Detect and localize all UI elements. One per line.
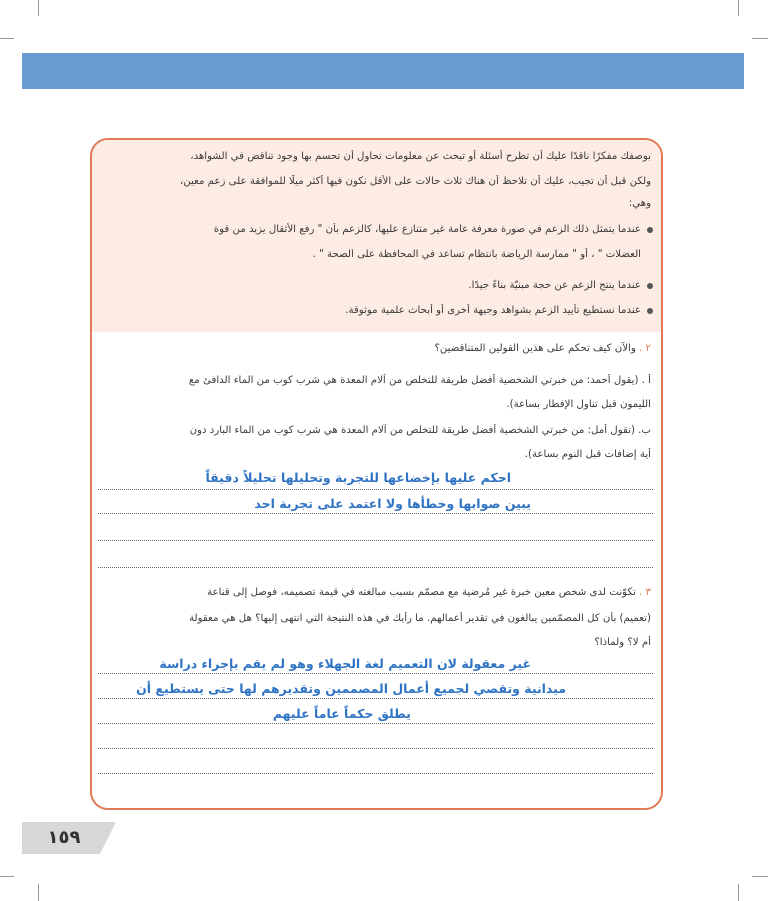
q2-statement-b-line-1: ب. (تقول أمل: من خبرتي الشخصية أفضل طريقة للتخلص من آلام المعدة هي شرب كوب من الماء البارد دون [189, 425, 651, 436]
crop-mark-bottom-left-h [0, 876, 14, 877]
question-3-number: ٣ . [639, 587, 651, 598]
q2-statement-a-line-2: الليمون قبل تناول الإفطار بساعة). [506, 399, 651, 410]
question-2-number: ٢ . [639, 343, 651, 354]
bullet-2-line-1: عندما ينتج الزعم عن حجة مبنيّة بناءً جيدًا. [468, 280, 641, 291]
crop-mark-bottom-right-v [738, 884, 739, 901]
q2-answer-line-2 [98, 513, 653, 514]
q3-handwritten-answer-1: غير معقولة لان التعميم لغة الجهلاء وهو لم يقم بإجراء دراسة [159, 656, 531, 671]
crop-mark-top-right-h [752, 38, 768, 39]
exercise-card [90, 138, 663, 810]
q2-answer-line-3 [98, 540, 653, 541]
q3-answer-line-4 [98, 748, 653, 749]
intro-line-2: ولكن قبل أن تجيب، عليك أن تلاحظ أن هناك ثلاث حالات على الأقل نكون فيها أكثر ميلًا للموافقة على زعم معين، [179, 176, 651, 187]
bullet-1-line-2: العضلات " ، أو " ممارسة الرياضة بانتظام تساعد في المحافظة على الصحة " . [312, 249, 641, 260]
intro-line-3: وهي: [628, 198, 651, 209]
q3-answer-line-2 [98, 698, 653, 699]
q2-statement-b-line-2: أية إضافات قبل النوم بساعة). [524, 449, 651, 460]
page-number: ١٥٩ [47, 827, 81, 848]
bullet-1-line-1: عندما يتمثل ذلك الزعم في صورة معرفة عامة غير متنازع عليها، كالزعم بأن " رفع الأثقال يزيد من قوة [213, 224, 641, 235]
q2-answer-line-1 [98, 489, 653, 490]
q3-handwritten-answer-3: يطلق حكماً عاماً عليهم [272, 706, 411, 721]
q2-handwritten-answer-2: يبين صوابها وخطأها ولا اعتمد على تجربة احد [254, 496, 531, 511]
bullet-dot-3 [647, 308, 653, 314]
q3-handwritten-answer-2: ميدانية وتقصي لجميع أعمال المصممين وتقديرهم لها حتى يستطيع أن [136, 681, 566, 696]
question-3-line-1 [98, 586, 651, 599]
question-2-text: والآن كيف تحكم على هذين القولين المتناقضين؟ [434, 343, 636, 354]
q2-handwritten-answer-1: احكم عليها بإخضاعها للتجربة وتحليلها تحليلاً دقيقاً [205, 470, 511, 485]
question-2-heading [98, 342, 651, 355]
q3-answer-line-3 [98, 723, 653, 724]
intro-line-1: بوصفك مفكرًا ناقدًا عليك أن تطرح أسئلة أو تبحث عن معلومات تحاول أن تحسم بها وجود تناقض في الشواهد، [190, 151, 651, 162]
q2-answer-line-4 [98, 567, 653, 568]
crop-mark-top-left-h [0, 38, 14, 39]
crop-mark-top-right-v [738, 0, 739, 16]
crop-mark-bottom-right-h [752, 876, 768, 877]
q3-answer-line-1 [98, 673, 653, 674]
q2-statement-a-line-1: أ . (يقول أحمد: من خبرتي الشخصية أفضل طريقة للتخلص من آلام المعدة هي شرب كوب من الماء الدافئ مع [188, 375, 651, 386]
question-3-text-1: تكوّنت لدى شخص معين خبرة غير مُرضية مع مصمّم بسبب مبالغته في قيمة تصميمه، فوصل إلى قناعة [207, 587, 636, 598]
crop-mark-top-left-v [38, 0, 39, 16]
q3-answer-line-5 [98, 773, 653, 774]
question-3-line-2: (تعميم) بأن كل المصمّمين يبالغون في تقدير أعمالهم. ما رأيك في هذه النتيجة التي انتهى إليها؟ هل هي معقولة [189, 613, 651, 624]
bullet-dot-1 [647, 227, 653, 233]
header-band [22, 53, 744, 89]
question-3-line-3: أم لا؟ ولماذا؟ [594, 637, 651, 648]
crop-mark-bottom-left-v [38, 884, 39, 901]
bullet-3-line-1: عندما نستطيع تأييد الزعم بشواهد وجيهة أخرى أو أبحاث علمية موثوقة. [345, 305, 641, 316]
bullet-dot-2 [647, 283, 653, 289]
